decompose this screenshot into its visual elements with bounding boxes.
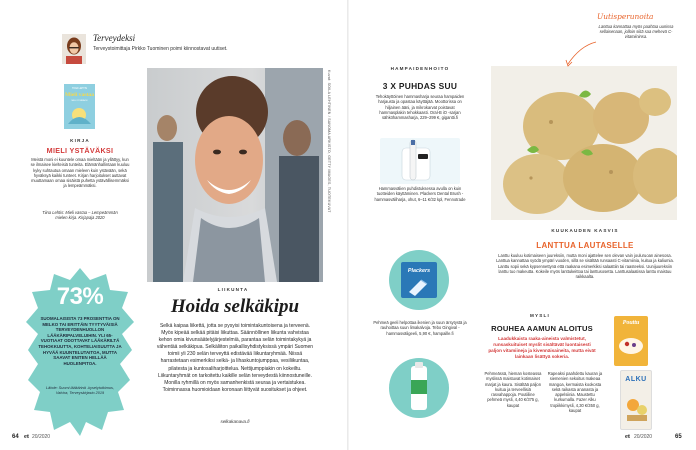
footer-right-page: 65 — [675, 434, 682, 440]
footer-right-mag: et — [625, 433, 631, 440]
potato-kicker: KUUKAUDEN KASVIS — [551, 228, 619, 233]
section-subtitle: Terveystoimittaja Pirkko Tuominen poimi kiinnostavat uutiset. — [93, 46, 228, 52]
dental-kicker: HAMPAIDENHOITO — [390, 66, 450, 71]
dental-item1: Tehokäyttöinen hammasharja seuraa hampaiden harjausta ja opastaa käyttäjää. Moottorissa on hiljainen ääni, ja mikrokarvat poistavat hammasplakin tehokkaasti. Oral-B iO -sarjan sähköhammasharja, 229–299 €, gigantti.fi — [375, 94, 465, 121]
article-title: Hoida selkäkipu — [170, 296, 300, 317]
gel-tube-icon — [389, 358, 449, 418]
article-url[interactable]: selkakanava.fi — [220, 419, 250, 424]
footer-left-page: 64 — [12, 434, 19, 440]
footer-left-issue: 20/2020 — [32, 434, 51, 440]
muesli-item2: Rapeaksi paahdettu kauran ja siemenien sekoitus makeaa mangoa, kermaista kookosta sekä raikasta ananasta ja appelsiinia. Maustettu kurkumalla. Fazer Alku tropiikkimysli, 4,30 €/350 g, kaupat — [547, 371, 603, 414]
plackers-circle — [389, 250, 449, 310]
book-cover-illustration — [64, 102, 95, 124]
floss-pick-icon — [401, 274, 437, 296]
dental-item3: Pehmeä geeli helpottaa ikenien ja suun ärsytystä ja rauhoittaa suun limakalvoja. Tebo Gingival -hammasväligeeli, 5,90 €, hampaille.fi — [373, 320, 467, 336]
section-title: Terveydeksi — [93, 33, 136, 43]
stat-number: 73% — [56, 283, 104, 310]
muesli-box-pouttu-label: Pouttu — [622, 320, 640, 326]
book-body: Meistä moni ei kuuntele omaa mieltään ja yllättyy, kun se ilmaisee kielteisiä tunteita. Elämänhallintaan kuuluu kyky suhtautua omaan mieleen kuin ystävään, sekä hyväksyä kaikki tunteet. Kirjan harjoitukset auttavat muuttamaan omaa sisäistä puhetta ystävällisemmäksi ja lempeämmäksi. — [30, 157, 130, 189]
potato-photo — [491, 66, 677, 220]
potato-handnote: Lanttua kannattaa myös paahtaa uunissa sellaisenaan, jolloin siitä saa mehevä C-vitamiininsa. — [598, 24, 674, 39]
article-kicker: LIIKUNTA — [217, 287, 249, 292]
plackers-box — [401, 262, 437, 298]
book-cover-author: TIINA LEHTIS — [71, 87, 87, 90]
potato-body: Lanttu kuuluu kotimaiseen juureksiin, mutta moni ajattelee sen olevan vain jouluruoan ainesosa. Lanttua kannattaa syödä ympäri vuoden, sillä se sisältää runsaasti C-vitamiinia, kuitua ja kaliumia. Lanttu sopii sekä kypsennettynä että raakana esimerkiksi salaattiin tai raasteeksi. Uunijuureksiin lanttu tuo makeutta. Kokeile myös lanttukeittoa tai lanttusosetta. Lanttusalaatissa lanttu maistuu raikkaalta. — [496, 253, 674, 280]
gel-circle — [389, 358, 449, 418]
dental-item2: Hammasvälien puhdistuksessa avulla on kuin tuotteiden käyttäminen. Plackers Dental Brush -hammasväliharja, ohut, 6–11 €/32 kpl, Fennotrade — [374, 186, 466, 202]
footer-left-mag: et — [24, 433, 30, 440]
stat-body: SUOMALAISISTA 73 PROSENTTIA ON MELKO TAI ERITTÄIN TYYTYVÄISIÄ TERVEYDENHUOLLON LÄÄKÄRIPALVELUIHIN. YLI 65-VUOTIAAT ODOTTAVAT LÄÄKÄRILTÄ TEHOKKUUTTA, KOHTELIAISUUTTA JA HYVÄÄ KUUNTELUTAITOA, MUTTA SAAVAT ENITEN HELLÄÄ HUOLENPITOA. — [38, 316, 122, 366]
book-credit: Tiina Lehtis: Mieli vastaa – Lempeämmän mielen kirja. Kirjapaja 2020 — [42, 210, 118, 221]
plackers-brand: Plackers — [407, 268, 431, 274]
muesli-bowl-icon — [614, 326, 648, 360]
muesli-item1: Pehmeässä, hieman kosteassa myslissä maistuvat kotimaiset marjat ja kaura. Sisältää paljon kuitua ja terveellisiä rasvahappoja. Poutiiline pehmeä mysli, 4,40 €/375 g, kaupat — [484, 371, 542, 408]
potato-heading: LANTTUA LAUTASELLE — [536, 241, 634, 250]
article-body: Selkä kaipaa liikettä, jotta se pysyisi toimintakuntoisena ja terveenä. Myös kipeää selkää pitäisi liikuttaa. Säännöllinen liikunta vahvistaa kehon omia kivunsäätelyjärjestelmiä, parantaa selän toimintakykyä ja vähentää selkäkipua. Selkäliiton paikallisyhdistyksissä ympäri Suomen toimii yli 230 selän terveyttä edistävää liikuntaryhmää. Niissä harrastetaan esimerkiksi selkä- ja lihaskuntojumppaa, vesiliikuntaa, pilatesta ja kuntosaliharjoittelua. Nettijumppiakin on kokeiltu. Liikuntaryhmät on tarkoitettu kaikille selän terveydestä kiinnostuneille. Monilla ryhmillä on myös samanhenkistä seuraa ja vertaistukea. Toiminnassa huomioidaan koronaan liittyvät suositukset ja ohjeet. — [156, 323, 314, 393]
toothbrush-photo — [380, 138, 460, 184]
muesli-heading: ROUHEA AAMUN ALOITUS — [491, 324, 593, 333]
muesli-box-pouttu — [614, 316, 648, 366]
photo-credit: Kuvat: SOILA LEHTINEN / SANOMA ARKISTO, GETTY IMAGES, TUOTEKUVAT — [327, 70, 331, 213]
muesli-box-alku-label: ALKU — [625, 376, 647, 383]
potato-handwriting: Uutisperunoita — [597, 12, 654, 21]
muesli-lead: Laadukkaista raaka-aineista valmistetut, runsaskuituiset myslit sisältävät luontaisesti paljon vitamiineja ja kivennäisaineita, mutta eivät lainkaan lisättyä sokeria. — [488, 336, 596, 359]
muesli-box-alku — [620, 370, 652, 430]
book-cover-small: MIELI YSTÄVÄKSI — [71, 100, 88, 102]
book-cover — [64, 84, 95, 129]
page-spine — [347, 0, 349, 450]
handnote-arrow-icon — [560, 40, 600, 70]
book-cover-title: Mieli vastaa — [64, 92, 95, 98]
dental-heading: 3 X PUHDAS SUU — [382, 81, 458, 91]
fruit-icon — [621, 383, 652, 423]
footer-right-issue: 20/2020 — [634, 434, 653, 440]
muesli-kicker: MYSLI — [529, 313, 551, 318]
avatar — [62, 34, 86, 64]
book-heading: MIELI YSTÄVÄKSI — [46, 146, 114, 155]
book-kicker: KIRJA — [70, 138, 90, 143]
stat-source: Lähde: Suomi lääkärinä -kyselytutkimus, Valvira, Terveyskirjasto 2019 — [46, 386, 114, 395]
exercise-photo — [147, 68, 323, 282]
